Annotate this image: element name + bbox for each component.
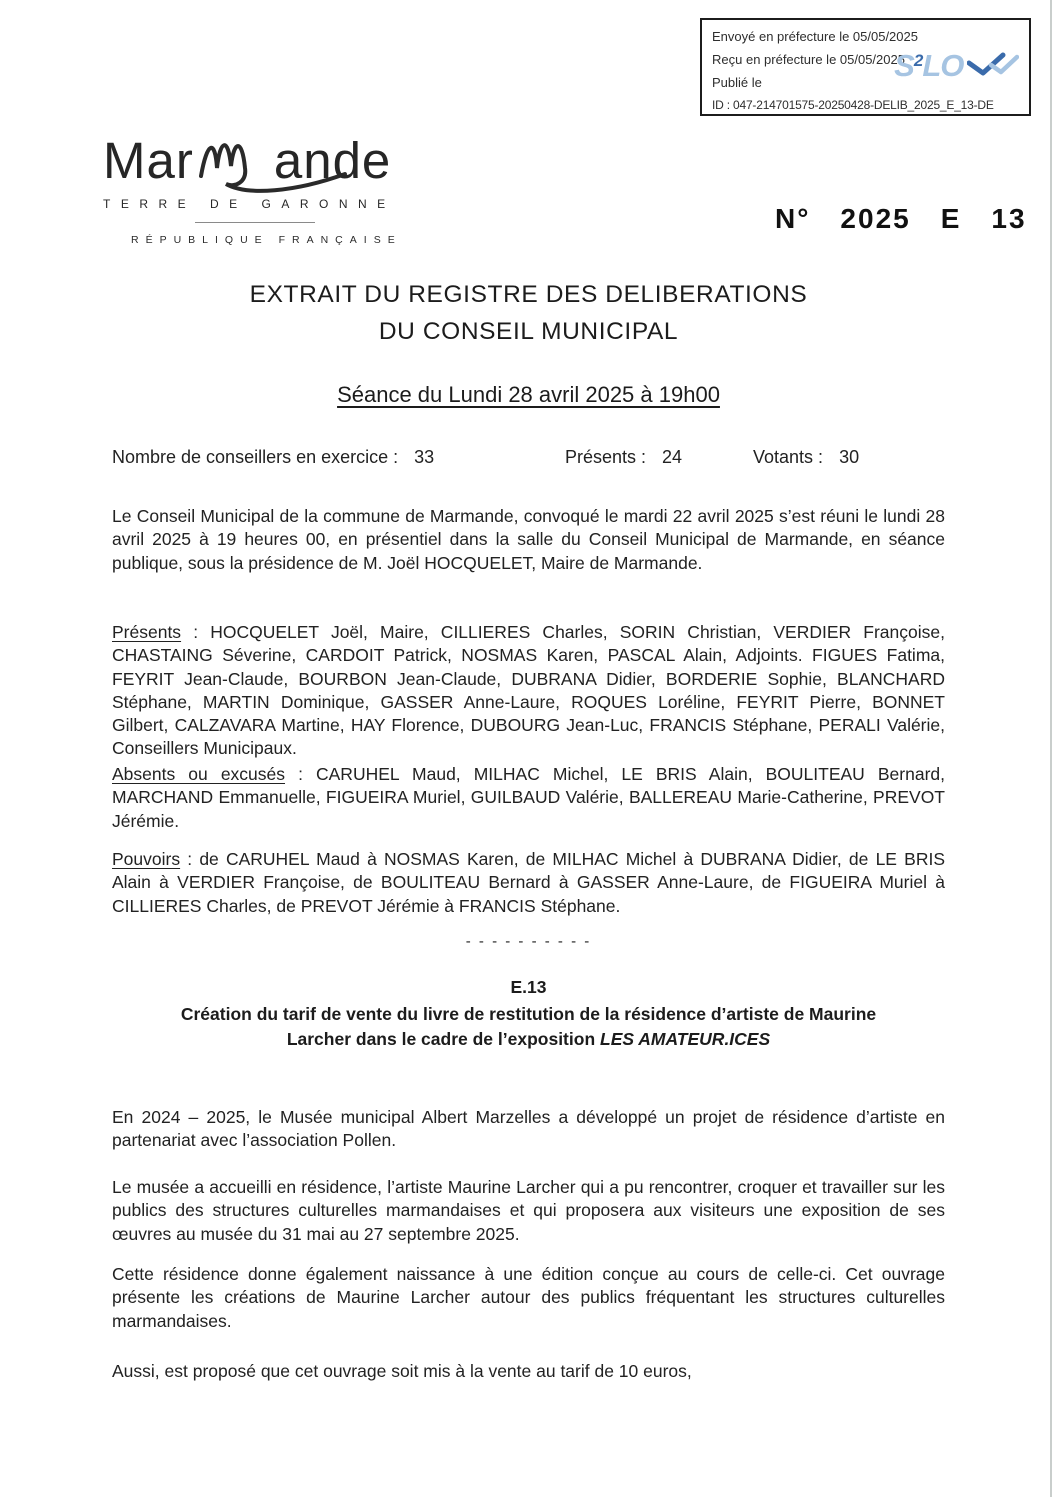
document-title-line1: EXTRAIT DU REGISTRE DES DELIBERATIONS [249,281,808,308]
deliberation-number [775,203,1027,235]
s2lo-swoosh-icon [967,51,1019,77]
s2lo-logo [894,48,1019,84]
stamp-id-line: ID : 047-214701575-20250428-DELIB_2025_E_13-DE [712,98,994,112]
counter-presents [565,447,682,468]
counters-row [112,447,945,471]
body-paragraph-2: Le musée a accueilli en résidence, l’artiste Maurine Larcher qui a pu rencontrer, croquer et travailler sur les publics des structures culturelles marmandaises et qui proposera aux visiteurs une exposition de ses œuvres au musée du 31 mai au 27 septembre 2025. [112,1177,945,1244]
deliberation-heading [112,975,945,1052]
doc-number-prefix: N° [775,203,811,234]
s2lo-logo-s: S [894,48,914,83]
logo-tagline: TERRE DE GARONNE [103,197,396,211]
s2lo-logo-exponent: 2 [913,51,923,70]
stamp-published-line: Publié le [712,75,762,90]
body-paragraph-4: Aussi, est proposé que cet ouvrage soit mis à la vente au tarif de 10 euros, [112,1361,692,1381]
counter-presents-value: 24 [662,447,683,467]
counter-votants [753,447,859,468]
pouvoirs-label: Pouvoirs [112,849,181,869]
doc-number-year: 2025 [840,203,911,234]
body-paragraph-1: En 2024 – 2025, le Musée municipal Albert Marzelles a développé un projet de résidence d’artiste en partenariat avec l’association Pollen. [112,1107,945,1151]
counter-exercice-label: Nombre de conseillers en exercice : [112,447,399,467]
deliberation-title [164,1002,894,1052]
prefecture-stamp-box [700,18,1031,116]
deliberation-title-text: Création du tarif de vente du livre de restitution de la résidence d’artiste de Maurine Larcher dans le cadre de l’exposition [180,1004,877,1049]
marmande-logotype [103,124,413,190]
pouvoirs-text: : de CARUHEL Maud à NOSMAS Karen, de MILHAC Michel à DUBRANA Didier, de LE BRIS Alain à VERDIER Françoise, de BOULITEAU Bernard à GASSER Anne-Laure, de FIGUEIRA Muriel à CILLIERES Charles, de PREVOT Jérémie à FRANCIS Stéphane. [112,849,945,916]
logotype-prefix: Mar [103,132,194,189]
marmande-logo [103,124,413,246]
deliberation-code: E.13 [510,977,547,997]
stamp-received-line: Reçu en préfecture le 05/05/2025 [712,52,905,67]
presents-label: Présents [112,622,182,642]
counter-votants-value: 30 [839,447,860,467]
counter-exercice-value: 33 [414,447,435,467]
s2lo-logo-lo: LO [922,48,964,83]
logo-divider-line [195,222,315,223]
document-title-line2: DU CONSEIL MUNICIPAL [378,318,679,345]
convocation-paragraph: Le Conseil Municipal de la commune de Marmande, convoqué le mardi 22 avril 2025 s’est réuni le lundi 28 avril 2025 à 19 heures 00, en présentiel dans la salle du Conseil Municipal de Marmande, en séance publique, sous la présidence de M. Joël HOCQUELET, Maire de Marmande. [112,506,945,573]
absents-text: : CARUHEL Maud, MILHAC Michel, LE BRIS Alain, BOULITEAU Bernard, MARCHAND Emmanuelle, FIGUEIRA Muriel, GUILBAUD Valérie, BALLEREAU Marie-Catherine, PREVOT Jérémie. [112,764,945,831]
logo-republique-francaise: RÉPUBLIQUE FRANÇAISE [131,234,402,246]
counter-votants-label: Votants : [753,447,824,467]
session-heading [112,382,945,408]
marmande-scribble-icon [195,128,273,192]
doc-number-value: 13 [991,203,1027,234]
dashed-separator: - - - - - - - - - - [465,933,592,950]
stamp-sent-line: Envoyé en préfecture le 05/05/2025 [712,29,918,44]
counter-presents-label: Présents : [565,447,647,467]
deliberation-title-italic: LES AMATEUR.ICES [600,1029,771,1049]
pouvoirs-paragraph [112,848,945,918]
body-paragraph-3: Cette résidence donne également naissance à une édition conçue au cours de celle-ci. Cet ouvrage présente les créations de Maurine Larcher autour des publics fréquentant les structures culturelles marmandaises. [112,1264,945,1331]
doc-number-letter: E [940,203,962,234]
presents-text: : HOCQUELET Joël, Maire, CILLIERES Charles, SORIN Christian, VERDIER Françoise, CHASTAING Séverine, CARDOIT Patrick, NOSMAS Karen, PASCAL Alain, Adjoints. FIGUES Fatima, FEYRIT Jean-Claude, BOURBON Jean-Claude, DUBRANA Didier, BORDERIE Sophie, BLANCHARD Stéphane, MARTIN Dominique, GASSER Anne-Laure, ROQUES Loréline, FEYRIT Pierre, BONNET Gilbert, CALZAVARA Martine, HAY Florence, DUBOURG Jean-Luc, FRANCIS Stéphane, PERALI Valérie, Conseillers Municipaux. [112,622,945,759]
absents-paragraph [112,763,945,833]
logotype-suffix: ande [273,132,392,189]
scan-artifact-line [1050,0,1052,1497]
counter-exercice [112,447,434,468]
document-title [112,276,945,350]
presents-paragraph [112,621,945,761]
session-heading-text: Séance du Lundi 28 avril 2025 à 19h00 [337,382,720,407]
absents-label: Absents ou excusés [112,764,286,784]
